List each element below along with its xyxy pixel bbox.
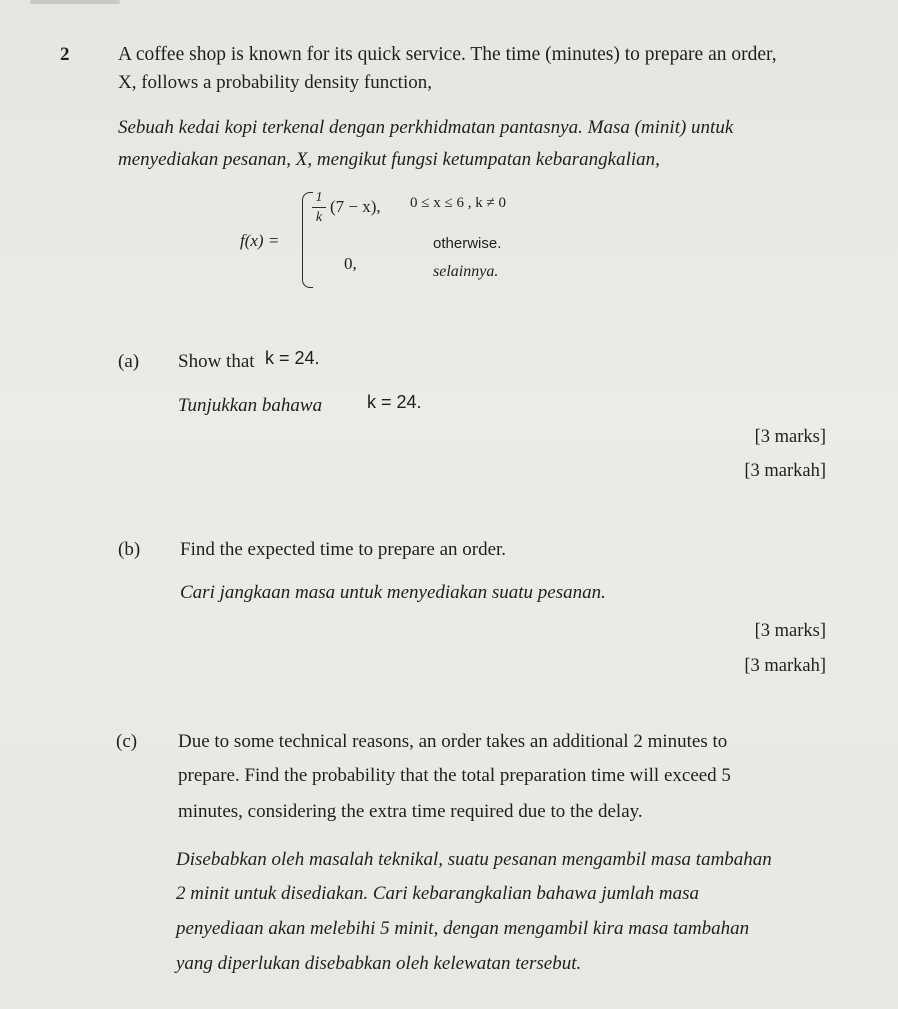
part-a-label: (a)	[118, 351, 140, 372]
part-a-math-ms: k = 24.	[367, 392, 422, 412]
intro-ms-line1: Sebuah kedai kopi terkenal dengan perkhidmatan pantasnya. Masa (minit) untuk	[118, 117, 734, 138]
part-c-text-ms-line3: penyediaan akan melebihi 5 minit, dengan mengambil kira masa tambahan	[176, 918, 750, 939]
marks-en-text: [3 marks]	[754, 621, 826, 641]
marks-ms-text: [3 markah]	[744, 461, 826, 481]
part-c-text-ms-line2: 2 minit untuk disediakan. Cari kebarangkalian bahawa jumlah masa	[176, 883, 700, 904]
intro-en-line1: A coffee shop is known for its quick service. The time (minutes) to prepare an order,	[118, 44, 777, 65]
case2-condition-en: otherwise.	[433, 235, 502, 252]
page-edge-shadow	[30, 0, 120, 4]
intro-en-line2: X, follows a probability density function,	[118, 72, 432, 93]
question-number: 2	[60, 44, 70, 65]
case2-condition-ms: selainnya.	[433, 263, 499, 280]
part-b-marks-en	[755, 622, 826, 641]
part-b-marks-ms	[744, 657, 826, 676]
part-c-text-ms-line1: Disebabkan oleh masalah teknikal, suatu pesanan mengambil masa tambahan	[176, 849, 772, 870]
part-c-text-en-line1: Due to some technical reasons, an order takes an additional 2 minutes to	[178, 731, 728, 752]
marks-ms-text: [3 markah]	[744, 656, 826, 676]
frac-bar	[312, 207, 326, 208]
part-a-marks-en	[755, 428, 826, 447]
part-a-math-en: k = 24.	[265, 348, 320, 368]
part-c-text-en-line3: minutes, considering the extra time required due to the delay.	[178, 801, 643, 822]
part-b-text-ms: Cari jangkaan masa untuk menyediakan suatu pesanan.	[180, 582, 606, 603]
case2-value: 0,	[344, 254, 357, 273]
part-c-text-en-line2: prepare. Find the probability that the total preparation time will exceed 5	[178, 765, 731, 786]
part-b-text-en: Find the expected time to prepare an order.	[180, 539, 507, 560]
frac-numerator: 1	[315, 190, 323, 205]
marks-en-text: [3 marks]	[754, 427, 826, 447]
frac-denominator: k	[315, 210, 323, 225]
case1-expression: (7 − x),	[330, 197, 381, 216]
pdf-lhs: f(x) =	[240, 231, 280, 250]
part-c-text-ms-line4: yang diperlukan disebabkan oleh kelewatan tersebut.	[176, 953, 582, 974]
part-b-label: (b)	[118, 539, 141, 560]
part-a-marks-ms	[744, 462, 826, 481]
case1-condition: 0 ≤ x ≤ 6 , k ≠ 0	[410, 195, 506, 211]
part-c-label: (c)	[116, 731, 138, 752]
part-a-text-ms: Tunjukkan bahawa	[178, 395, 323, 416]
intro-ms-line2: menyediakan pesanan, X, mengikut fungsi ketumpatan kebarangkalian,	[118, 149, 660, 170]
part-a-text-en: Show that	[178, 351, 255, 372]
